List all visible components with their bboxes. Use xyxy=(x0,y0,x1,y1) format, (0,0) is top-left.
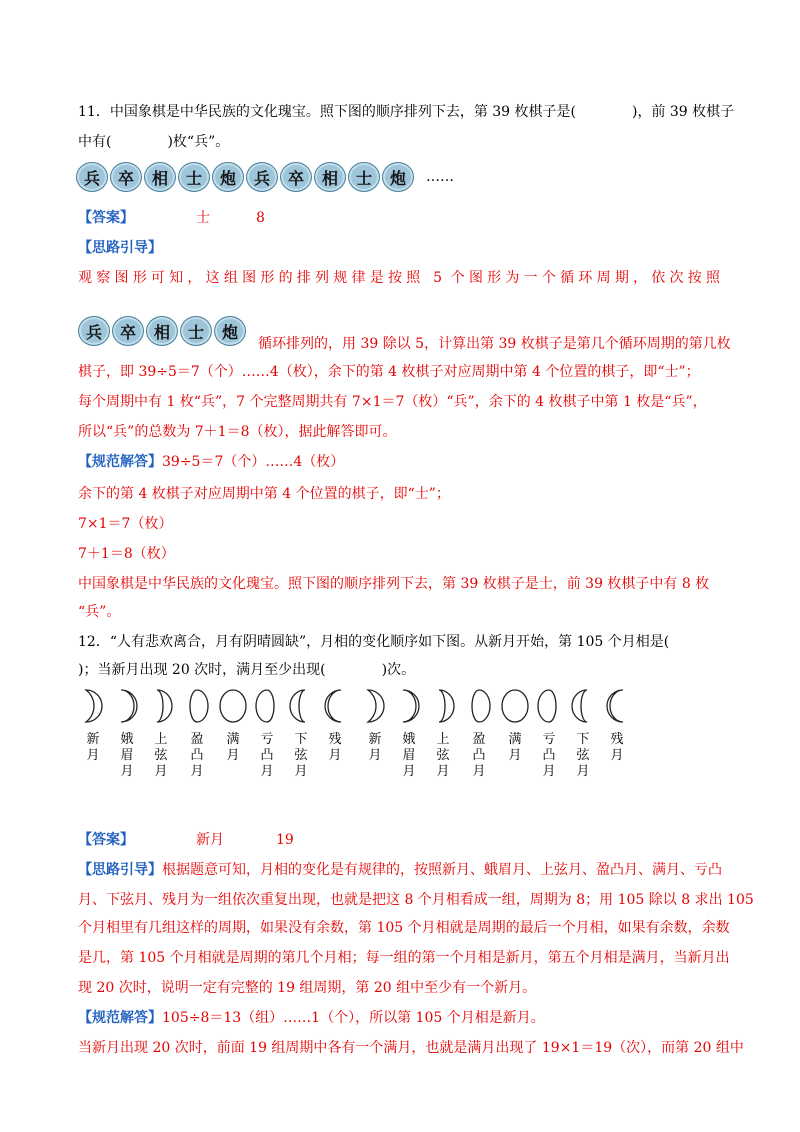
q11-chess-sequence xyxy=(76,162,454,192)
moon-phase xyxy=(360,688,390,764)
chess-piece: 兵 xyxy=(76,162,108,192)
waning-crescent-icon xyxy=(602,688,632,724)
answer-value-1: 士 xyxy=(196,210,210,226)
q11-stem-line1: 11．中国象棋是中华民族的文化瑰宝。照下图的顺序排列下去，第 39 枚棋子是( )，前 39 枚棋子 xyxy=(78,104,735,120)
moon-phase-label: 新 月 xyxy=(368,732,382,763)
moon-phase xyxy=(218,688,248,764)
q11-solution-line3: 7×1＝7（枚） xyxy=(78,516,173,532)
ellipsis: …… xyxy=(426,169,454,185)
q12-stem-line2: )；当新月出现 20 次时，满月至少出现( )次。 xyxy=(78,662,416,678)
q12-solution-line1: 【规范解答】105÷8＝13（组）……1（个），所以第 105 个月相是新月。 xyxy=(78,1010,545,1026)
moon-phase xyxy=(394,688,424,780)
moon-phase-label: 娥 眉 月 xyxy=(402,732,416,779)
waxing-gibbous-icon xyxy=(464,688,494,724)
moon-phase-label: 残 月 xyxy=(610,732,624,763)
moon-phase xyxy=(464,688,494,780)
q11-answer xyxy=(78,208,265,228)
waning-gibbous-icon xyxy=(252,688,282,724)
waning-crescent-icon xyxy=(320,688,350,724)
chess-piece: 士 xyxy=(178,162,210,192)
answer-value-1: 新月 xyxy=(196,832,224,848)
moon-phase xyxy=(182,688,212,780)
answer-tag: 【答案】 xyxy=(78,210,134,226)
chess-piece: 炮 xyxy=(212,162,244,192)
full-moon-icon xyxy=(500,688,530,724)
chess-piece: 士 xyxy=(348,162,380,192)
chess-piece: 卒 xyxy=(110,162,142,192)
q12-stem-line1: 12．“人有悲欢离合，月有阴晴圆缺”，月相的变化顺序如下图。从新月开始，第 105 个月相是( xyxy=(78,634,670,650)
full-moon-icon xyxy=(218,688,248,724)
answer-value-2: 8 xyxy=(256,210,265,226)
q11-solution-line4: 7＋1＝8（枚） xyxy=(78,546,175,562)
q11-solution-line5: 中国象棋是中华民族的文化瑰宝。照下图的顺序排列下去，第 39 枚棋子是士，前 39 枚棋子中有 8 枚 xyxy=(78,576,710,592)
moon-phase-label: 亏 凸 月 xyxy=(260,732,274,779)
q12-guide-line4: 是几，第 105 个月相就是周期的第几个月相；每一组的第一个月相是新月，第五个月相是满月，当新月出 xyxy=(78,950,730,966)
q11-solution-line2: 余下的第 4 枚棋子对应周期中第 4 个位置的棋子，即“士”； xyxy=(78,486,450,502)
moon-phase-label: 娥 眉 月 xyxy=(120,732,134,779)
first-quarter-icon xyxy=(428,688,458,724)
chess-piece: 士 xyxy=(180,316,212,346)
answer-tag: 【答案】 xyxy=(78,832,134,848)
moon-phase xyxy=(428,688,458,780)
q11-guide-line5: 所以“兵”的总数为 7＋1＝8（枚），据此解答即可。 xyxy=(78,424,397,440)
chess-piece: 卒 xyxy=(280,162,312,192)
q12-guide-line1: 【思路引导】根据题意可知，月相的变化是有规律的，按照新月、蛾眉月、上弦月、盈凸月、满月、亏凸 xyxy=(78,862,722,878)
moon-phase-sequence xyxy=(78,688,638,788)
moon-phase xyxy=(534,688,564,780)
q12-guide-line5: 现 20 次时，说明一定有完整的 19 组周期，第 20 组中至少有一个新月。 xyxy=(78,980,537,996)
guide-tag: 【思路引导】 xyxy=(78,862,162,878)
moon-phase-label: 上 弦 月 xyxy=(436,732,450,779)
moon-phase-label: 盈 凸 月 xyxy=(472,732,486,779)
chess-piece: 相 xyxy=(146,316,178,346)
moon-phase-label: 满 月 xyxy=(508,732,522,763)
moon-phase-label: 下 弦 月 xyxy=(294,732,308,779)
moon-phase-label: 亏 凸 月 xyxy=(542,732,556,779)
q12-guide-line3: 个月相里有几组这样的周期，如果没有余数，第 105 个月相就是周期的最后一个月相，如果有余数，余数 xyxy=(78,920,730,936)
q11-guide-line1: 观察图形可知，这组图形的排列规律是按照 5 个图形为一个循环周期，依次按照 xyxy=(78,270,720,286)
solution-tag: 【规范解答】 xyxy=(78,454,162,470)
chess-piece: 兵 xyxy=(78,316,110,346)
moon-phase xyxy=(78,688,108,764)
q11-solution-line6: “兵”。 xyxy=(78,604,121,620)
last-quarter-icon xyxy=(568,688,598,724)
q11-guide-line4: 每个周期中有 1 枚“兵”，7 个完整周期共有 7×1＝7（枚）“兵”，余下的 4 枚棋子中第 1 枚是“兵”， xyxy=(78,394,707,410)
q11-guide-line3: 棋子，即 39÷5＝7（个）……4（枚），余下的第 4 枚棋子对应周期中第 4 个位置的棋子，即“士”； xyxy=(78,364,700,380)
q12-guide-line2: 月、下弦月、残月为一组依次重复出现，也就是把这 8 个月相看成一组，周期为 8；用 105 除以 8 求出 105 xyxy=(78,892,754,908)
moon-phase-label: 上 弦 月 xyxy=(154,732,168,779)
q12-answer xyxy=(78,830,294,850)
moon-phase xyxy=(252,688,282,780)
last-quarter-icon xyxy=(286,688,316,724)
first-quarter-icon xyxy=(146,688,176,724)
q11-guide-line2: 循环排列的，用 39 除以 5，计算出第 39 枚棋子是第几个循环周期的第几枚 xyxy=(258,336,731,352)
chess-piece: 卒 xyxy=(112,316,144,346)
chess-piece: 炮 xyxy=(214,316,246,346)
chess-piece: 相 xyxy=(314,162,346,192)
chess-piece: 相 xyxy=(144,162,176,192)
chess-piece: 炮 xyxy=(382,162,414,192)
waning-gibbous-icon xyxy=(534,688,564,724)
waxing-gibbous-icon xyxy=(182,688,212,724)
moon-phase xyxy=(112,688,142,780)
q11-stem-line2: 中有( )枚“兵”。 xyxy=(78,134,230,150)
q11-cycle-pieces xyxy=(78,316,248,346)
moon-phase xyxy=(602,688,632,764)
moon-phase xyxy=(320,688,350,764)
moon-phase-label: 残 月 xyxy=(328,732,342,763)
chess-piece: 兵 xyxy=(246,162,278,192)
new-moon-icon xyxy=(78,688,108,724)
moon-phase xyxy=(568,688,598,780)
solution-tag: 【规范解答】 xyxy=(78,1010,162,1026)
waxing-crescent-icon xyxy=(112,688,142,724)
moon-phase xyxy=(286,688,316,780)
moon-phase-label: 新 月 xyxy=(86,732,100,763)
q11-solution-line1: 【规范解答】39÷5＝7（个）……4（枚） xyxy=(78,454,345,470)
moon-phase-label: 满 月 xyxy=(226,732,240,763)
waxing-crescent-icon xyxy=(394,688,424,724)
moon-phase xyxy=(146,688,176,780)
q12-solution-line2: 当新月出现 20 次时，前面 19 组周期中各有一个满月，也就是满月出现了 19×1＝19（次），而第 20 组中 xyxy=(78,1040,744,1056)
moon-phase-label: 下 弦 月 xyxy=(576,732,590,779)
q11-guide-tag: 【思路引导】 xyxy=(78,240,162,256)
moon-phase-label: 盈 凸 月 xyxy=(190,732,204,779)
new-moon-icon xyxy=(360,688,390,724)
answer-value-2: 19 xyxy=(276,832,294,848)
moon-phase xyxy=(500,688,530,764)
